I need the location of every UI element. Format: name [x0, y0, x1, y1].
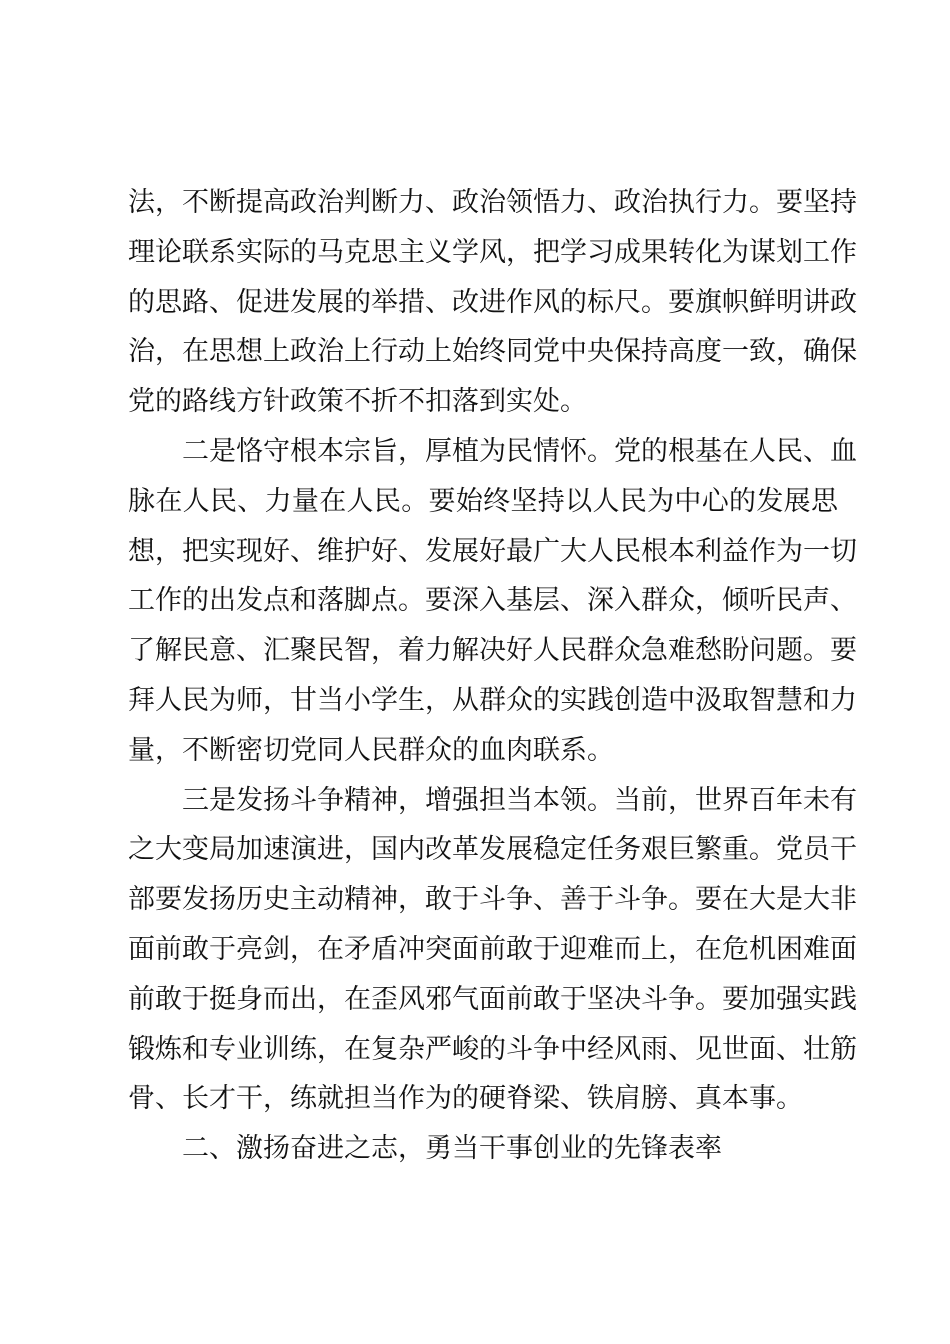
text-line: 三是发扬斗争精神，增强担当本领。当前，世界百年未有	[182, 784, 857, 816]
text-line: 法，不断提高政治判断力、政治领悟力、政治执行力。要坚持	[128, 187, 857, 218]
text-line: 锻炼和专业训练，在复杂严峻的斗争中经风雨、见世面、壮筋	[128, 1033, 857, 1065]
text-line: 量，不断密切党同人民群众的血肉联系。	[128, 734, 614, 766]
text-line: 想，把实现好、维护好、发展好最广大人民根本利益作为一切	[128, 535, 857, 567]
paragraph-fundamental-purpose	[128, 427, 857, 776]
text-line: 的思路、促进发展的举措、改进作风的标尺。要旗帜鲜明讲政	[128, 286, 857, 318]
text-line: 党的路线方针政策不折不扣落到实处。	[128, 386, 587, 418]
section-heading-two	[128, 1124, 838, 1174]
paragraph-fighting-spirit	[128, 776, 857, 1125]
text-line: 拜人民为师，甘当小学生，从群众的实践创造中汲取智慧和力	[128, 684, 857, 716]
text-line: 二是恪守根本宗旨，厚植为民情怀。党的根基在人民、血	[182, 435, 857, 467]
text-line: 部要发扬历史主动精神，敢于斗争、善于斗争。要在大是大非	[128, 884, 857, 916]
text-line: 前敢于挺身而出，在歪风邪气面前敢于坚决斗争。要加强实践	[128, 983, 857, 1015]
text-line: 治，在思想上政治上行动上始终同党中央保持高度一致，确保	[128, 336, 857, 368]
document-body	[128, 178, 857, 1174]
text-line: 工作的出发点和落脚点。要深入基层、深入群众，倾听民声、	[128, 585, 857, 617]
text-line: 了解民意、汇聚民智，着力解决好人民群众急难愁盼问题。要	[128, 635, 857, 667]
text-line: 面前敢于亮剑，在矛盾冲突面前敢于迎难而上，在危机困难面	[128, 933, 857, 965]
section-heading-text: 二、激扬奋进之志，勇当干事创业的先锋表率	[182, 1133, 722, 1165]
text-line: 之大变局加速演进，国内改革发展稳定任务艰巨繁重。党员干	[128, 834, 857, 866]
paragraph-continuation	[128, 178, 857, 427]
text-line: 理论联系实际的马克思主义学风，把学习成果转化为谋划工作	[128, 236, 857, 268]
text-line: 脉在人民、力量在人民。要始终坚持以人民为中心的发展思	[128, 485, 838, 517]
text-line: 骨、长才干，练就担当作为的硬脊梁、铁肩膀、真本事。	[128, 1083, 803, 1115]
